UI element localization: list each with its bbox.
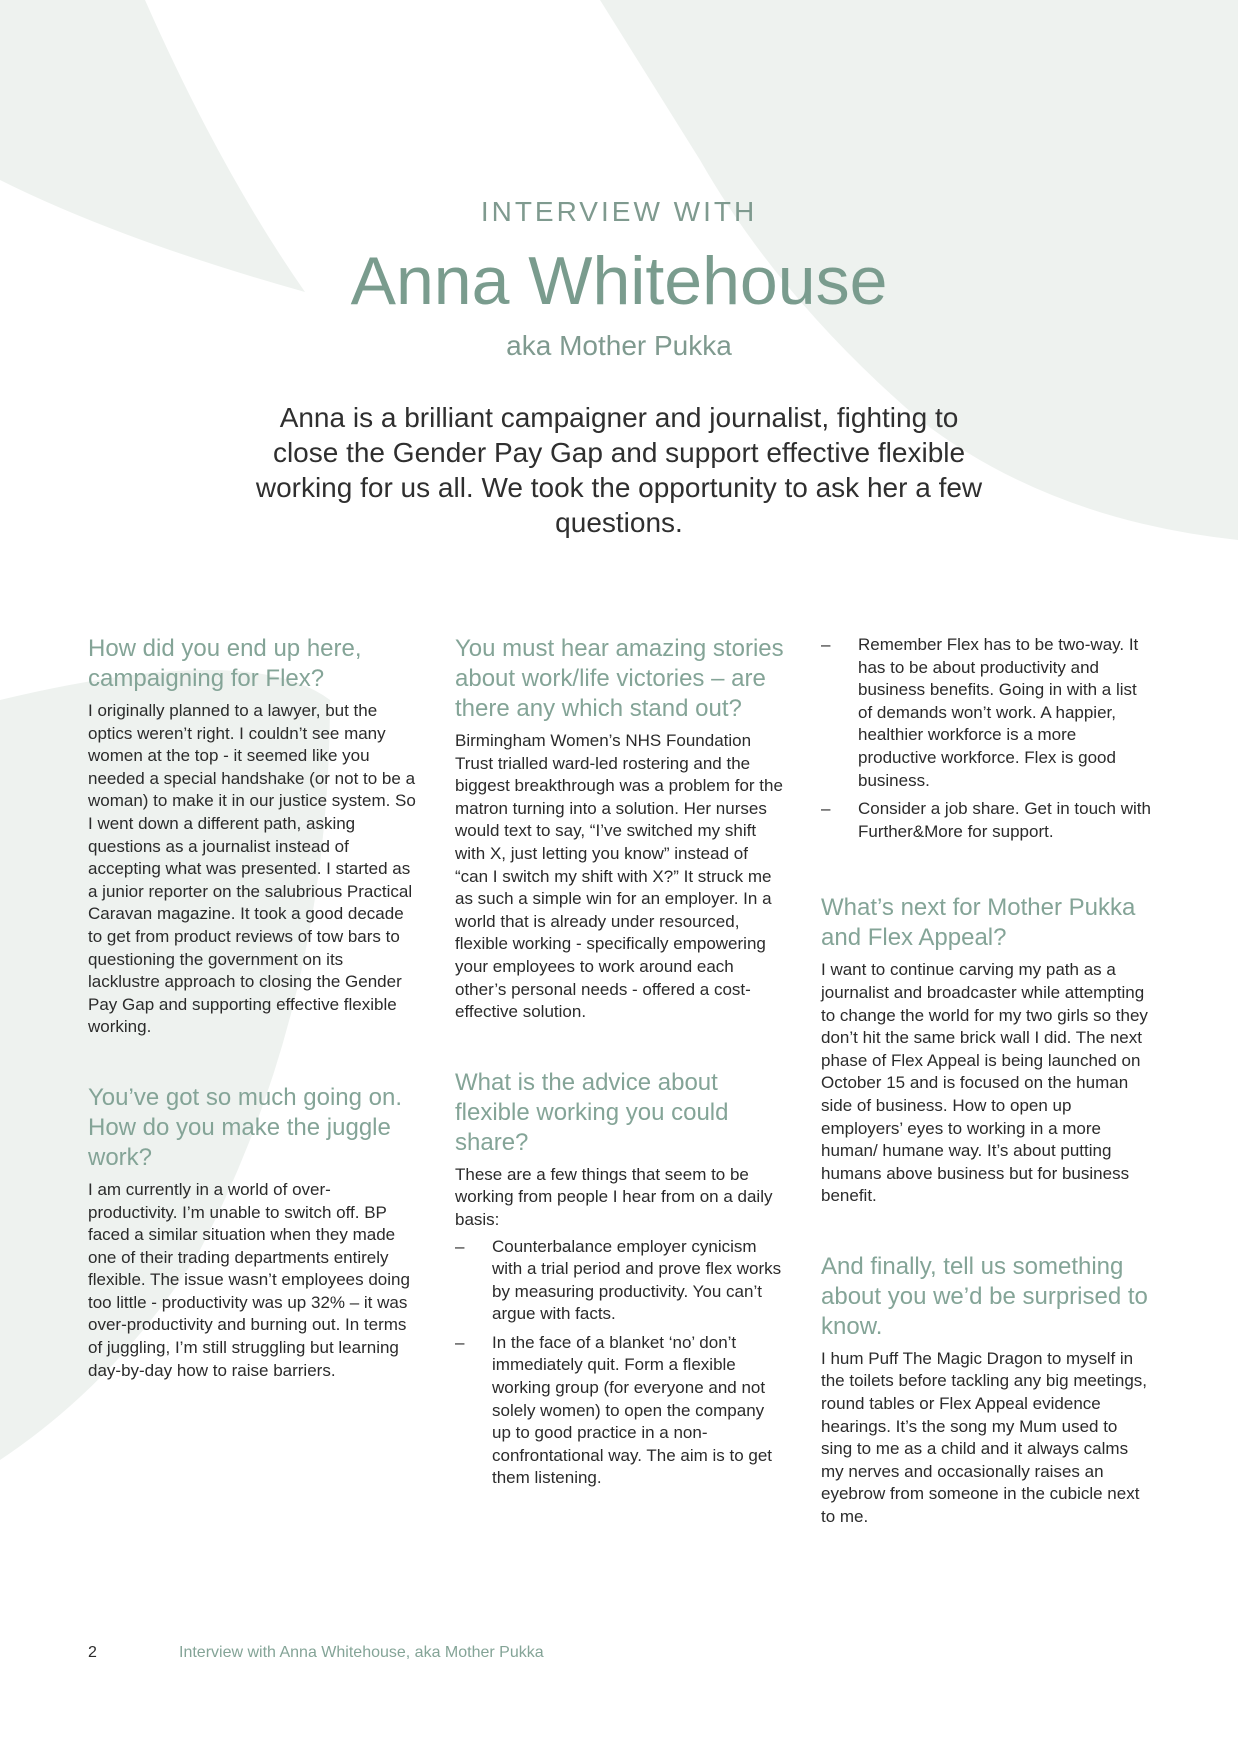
advice-list-continued <box>821 634 1151 843</box>
dash-bullet: – <box>821 635 831 654</box>
dash-bullet: – <box>455 1236 465 1256</box>
answer-paragraph: I hum Puff The Magic Dragon to myself in the toilets before tackling any big meetings, round tables or Flex Appeal evidence hearings. It’s the song my Mum used to sing to me as a child and it always calms my nerves and occasionally raises an eyebrow from someone in the cubicle next to me. <box>821 1348 1148 1527</box>
list-item <box>821 634 1151 792</box>
column-2 <box>455 634 785 1496</box>
list-item-text: In the face of a blanket ‘no’ don’t immediately quit. Form a flexible working group (for everyone and not solely women) to open the company up to good practice in a non-confrontational way. The aim is to get them listening. <box>492 1332 773 1488</box>
question-heading: What’s next for Mother Pukka and Flex Appeal? <box>821 894 1136 952</box>
question-heading: And finally, tell us something about you we’d be surprised to know. <box>821 1252 1148 1340</box>
question-heading: You must hear amazing stories about work/life victories – are there any which stand out? <box>455 635 784 722</box>
answer-paragraph: I originally planned to a lawyer, but the optics weren’t right. I couldn’t see many women at the top - it seemed like you needed a special handshake (or not to be a woman) to make it in our justice system. So I went down a different path, asking questions as a journalist instead of accepting what was presented. I started as a junior reporter on the salubrious Practical Caravan magazine. It took a good decade to get from product reviews of tow bars to questioning the government on its lacklustre approach to closing the Gender Pay Gap and supporting effective flexible working. <box>88 701 416 1037</box>
running-footer: Interview with Anna Whitehouse, aka Mother Pukka <box>179 1644 544 1661</box>
column-3 <box>821 634 1151 1529</box>
question-heading: You’ve got so much going on. How do you make the juggle work? <box>88 1083 403 1171</box>
question-heading: What is the advice about flexible working you could share? <box>455 1068 729 1156</box>
dash-bullet: – <box>455 1332 465 1352</box>
answer-paragraph: I am currently in a world of over-productivity. I’m unable to switch off. BP faced a similar situation when they made one of their trading departments entirely flexible. The issue wasn’t employees doing too little - productivity was up 32% – it was over-productivity and burning out. In terms of juggling, I’m still struggling but learning day-by-day how to raise barriers. <box>88 1179 410 1380</box>
page-number: 2 <box>88 1644 97 1661</box>
advice-list <box>455 1236 785 1491</box>
dash-bullet: – <box>821 799 831 819</box>
page-subtitle: aka Mother Pukka <box>506 330 732 361</box>
answer-paragraph: I want to continue carving my path as a journalist and broadcaster while attempting to change the world for my two girls so they don’t hit the same brick wall I did. The next phase of Flex Appeal is being launched on October 15 and is focused on the human side of business. How to open up employers’ eyes to working in a more human/ humane way. It’s about putting humans above business but for business benefit. <box>821 960 1148 1206</box>
list-item <box>455 1332 785 1490</box>
header-kicker: INTERVIEW WITH <box>480 196 758 227</box>
column-1 <box>88 634 418 1382</box>
list-item-text: Consider a job share. Get in touch with Further&More for support. <box>858 799 1151 841</box>
answer-paragraph: These are a few things that seem to be working from people I hear from on a daily basis: <box>455 1164 773 1229</box>
list-item <box>821 798 1151 843</box>
list-item-text: Remember Flex has to be two-way. It has to be about productivity and business benefits. Going in with a list of demands won’t work. A happier, healthier workforce is a more productive workforce. Flex is good business. <box>858 635 1139 790</box>
page-title: Anna Whitehouse <box>350 243 888 319</box>
list-item-text: Counterbalance employer cynicism with a trial period and prove flex works by measuring productivity. You can’t argue with facts. <box>492 1236 782 1324</box>
question-heading: How did you end up here, campaigning for Flex? <box>88 635 362 692</box>
answer-paragraph: Birmingham Women’s NHS Foundation Trust trialled ward-led rostering and the biggest breakthrough was a problem for the matron turning into a solution. Her nurses would text to say, “I’ve switched my shift with X, just letting you know” instead of “can I switch my shift with X?” It struck me as such a simple win for an employer. In a world that is already under resourced, flexible working - specifically empowering your employees to work around each other’s personal needs - offered a cost-effective solution. <box>455 731 783 1022</box>
intro-paragraph: Anna is a brilliant campaigner and journalist, fighting to close the Gender Pay Gap and support effective flexible working for us all. We took the opportunity to ask her a few questions. <box>255 402 983 538</box>
list-item <box>455 1236 785 1326</box>
